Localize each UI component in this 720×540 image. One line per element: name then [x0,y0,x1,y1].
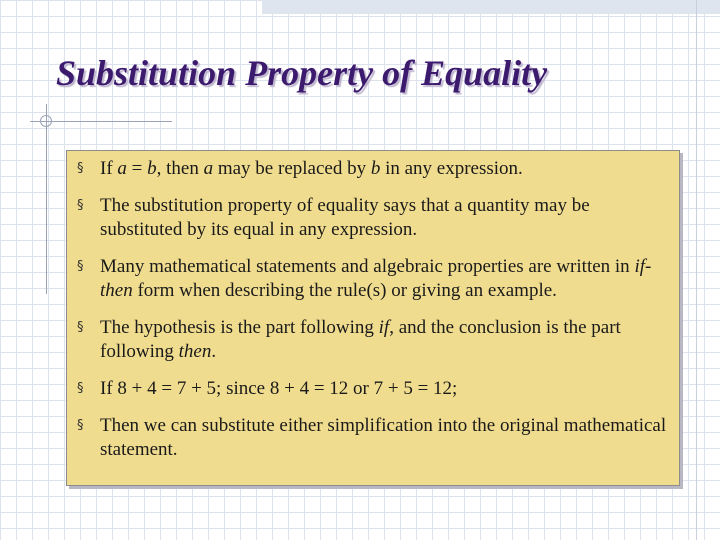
left-vertical-rule [46,104,47,294]
bullet-marker-icon: § [77,259,84,274]
crosshair-ornament-icon [40,115,52,127]
bullet-text: The hypothesis is the part following [100,317,379,338]
bullet-text: in any expression. [380,158,523,179]
bullet-text: Then we can substitute either simplification into the original mathematical statement. [100,415,667,460]
bullet-text: , and the conclusion is the part following [100,317,621,362]
bullet-text-italic: then [178,341,212,362]
bullet-text-italic: a [117,158,127,179]
bullet-text: The substitution property of equality says that a quantity may be substituted by its equal in any expression. [100,195,590,240]
header-band [262,0,720,14]
bullet-marker-icon: § [77,320,84,335]
bullet-item [77,255,669,303]
bullet-text: If [100,158,118,179]
bullet-marker-icon: § [77,418,84,433]
bullet-marker-icon: § [77,381,84,396]
bullet-text: form when describing the rule(s) or giving an example. [132,280,557,301]
bullet-text-italic: b [370,158,381,179]
right-divider [696,0,697,540]
bullet-text-italic: b [147,158,157,179]
bullet-text: may be replaced by [213,158,371,179]
bullet-item [77,316,669,364]
content-box [66,150,680,486]
bullet-text: Many mathematical statements and algebraic properties are written in [100,256,635,277]
bullet-marker-icon: § [77,161,84,176]
bullet-text: , then [156,158,204,179]
bullet-text-italic: a [203,158,214,179]
bullet-text-italic: if [378,317,390,338]
bullet-item [77,194,669,242]
slide-title: Substitution Property of Equality [56,53,548,93]
bullet-item [77,414,669,462]
bullet-item [77,377,669,401]
bullet-text: . [211,341,217,362]
bullet-text: If 8 + 4 = 7 + 5; since 8 + 4 = 12 or 7 + 5 = 12; [100,378,458,399]
bullet-text: = [126,158,148,179]
bullet-text-italic: if-then [100,256,652,301]
bullet-list [67,151,679,462]
bullet-marker-icon: § [77,198,84,213]
bullet-item [77,157,669,181]
